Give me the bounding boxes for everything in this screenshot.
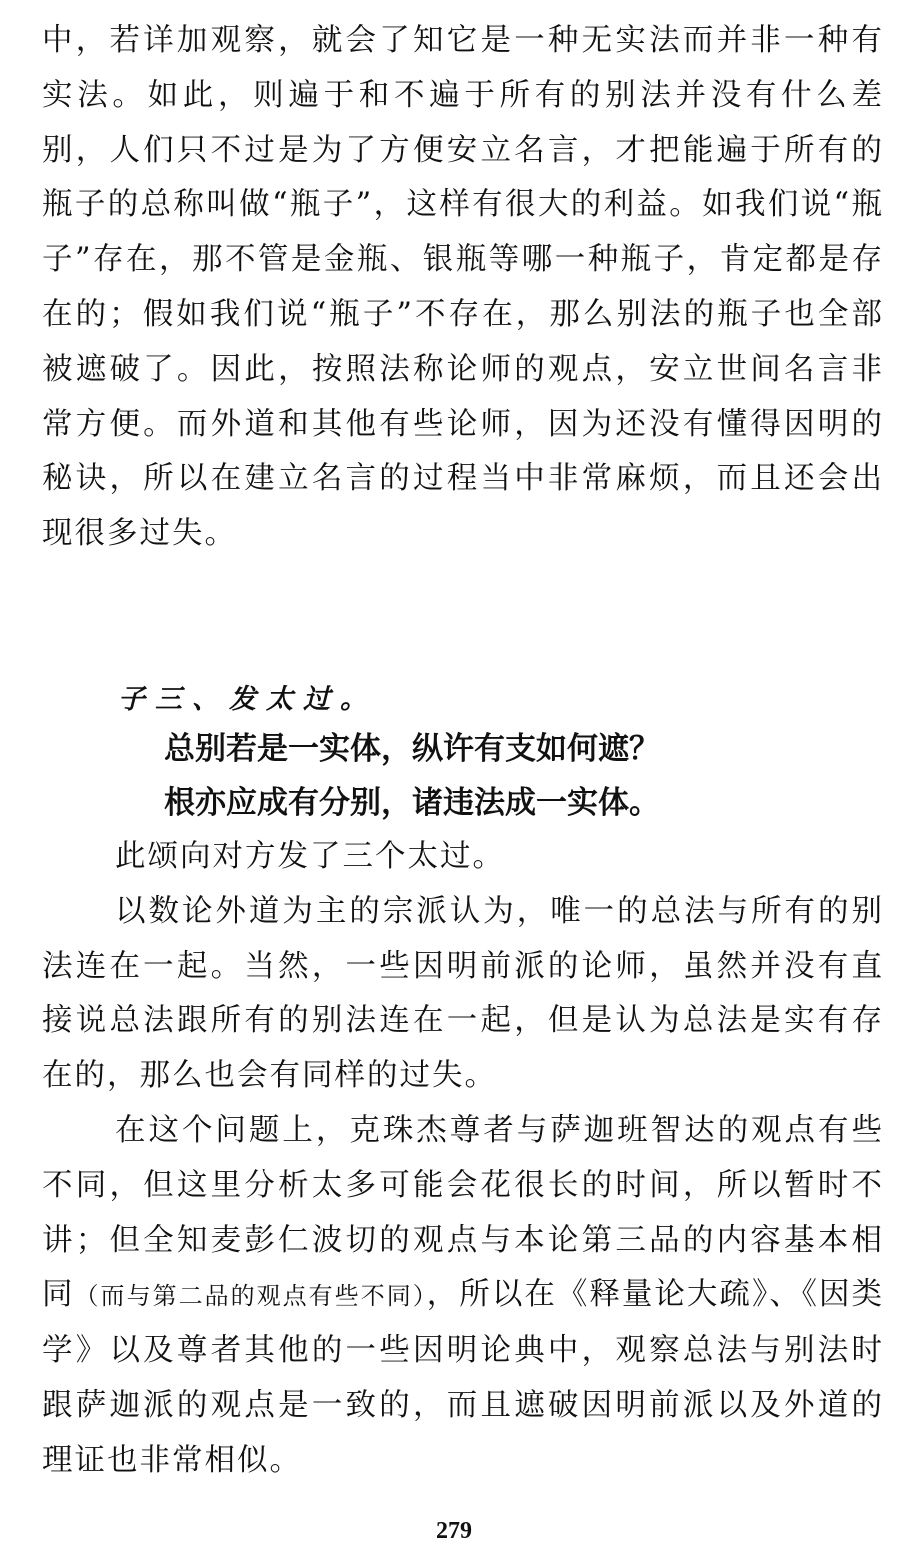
section-gap (42, 617, 884, 677)
verse-line-1: 总别若是一实体，纵许有支如何遮？ (164, 731, 660, 767)
paragraph-scholars-view (42, 1104, 884, 1489)
page-number: 279 (436, 1518, 472, 1544)
paragraph-scholars-tail: ，所以在《释量论大疏》、《因类学》以及尊者其他的一些因明论典中，观察总法与别法时跟萨迦派的观点是一致的，而且遮破因明前派以及外道的理证也非常相似。 (42, 1277, 885, 1478)
parenthetical-note: （而与第二品的观点有些不同） (74, 1282, 427, 1311)
paragraph-continuation: 中，若详加观察，就会了知它是一种无实法而并非一种有实法。如此，则遍于和不遍于所有的别法并没有什么差别，人们只不过是为了方便安立名言，才把能遍于所有的瓶子的总称叫做“瓶子”，这样有很大的利益。如我们说“瓶子”存在，那不管是金瓶、银瓶等哪一种瓶子，肯定都是存在的；假如我们说“瓶子”不存在，那么别法的瓶子也全部被遮破了。因此，按照法称论师的观点，安立世间名言非常方便。而外道和其他有些论师，因为还没有懂得因明的秘诀，所以在建立名言的过程当中非常麻烦，而且还会出现很多过失。 (42, 23, 884, 552)
paragraph-samkhya-view: 以数论外道为主的宗派认为，唯一的总法与所有的别法连在一起。当然，一些因明前派的论师，虽然并没有直接说总法跟所有的别法连在一起，但是认为总法是实有存在的，那么也会有同样的过失。 (42, 893, 884, 1094)
paragraph-scholars-main: 在这个问题上，克珠杰尊者与萨迦班智达的观点有些不同，但这里分析太多可能会花很长的时间，所以暂时不讲；但全知麦彭仁波切的观点与本论第三品的内容基本相同 (42, 1112, 884, 1313)
section-heading: 子三、发太过。 (118, 684, 377, 715)
page-body (42, 14, 884, 1489)
verse-line-2: 根亦应成有分别，诸违法成一实体。 (164, 785, 660, 821)
paragraph-verse-summary: 此颂向对方发了三个太过。 (115, 839, 505, 874)
